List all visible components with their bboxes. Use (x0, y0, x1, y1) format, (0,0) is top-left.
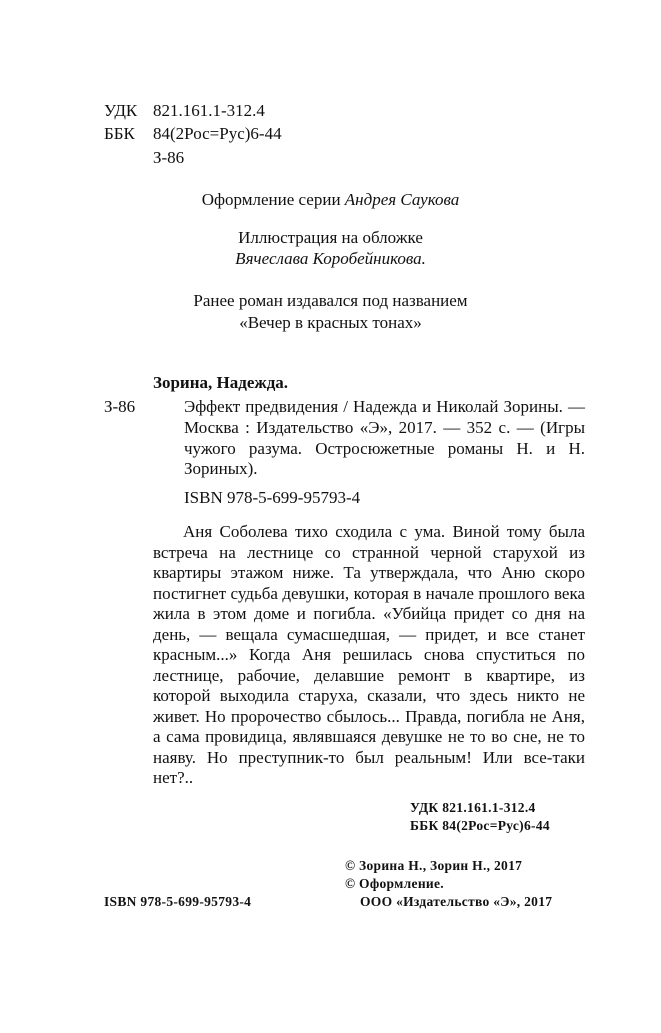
annotation-text: Аня Соболева тихо сходила с ума. Виной тому была встреча на лестнице со странной черной старухой из квартиры этажом ниже. Та утверждала, что Аню скоро постигнет судьба девушки, которая в начале прошлого века жила в этом доме и погибла. «Убийца придет со дня на день, — вещала сумасшедшая, — придет, и все станет красным...» Когда Аня решилась снова спуститься по лестнице, рабочие, делавшие ремонт в квартире, из которой выходила старуха, сказали, что здесь никто не живет. Но пророчество сбылось... Правда, погибла не Аня, а сама провидица, являвшаяся девушке не то во сне, не то наяву. Но преступник-то был реальным! Или все-таки нет?.. (153, 522, 585, 787)
series-design-credit (0, 190, 661, 210)
udk-value: 821.161.1-312.4 (153, 101, 265, 120)
series-design-prefix: Оформление серии (201, 190, 341, 209)
footer-bbk: ББК 84(2Рос=Рус)6-44 (410, 818, 550, 833)
udk-label: УДК (104, 101, 138, 120)
copyright-design: © Оформление. (345, 876, 444, 891)
description-text: Эффект предвидения / Надежда и Николай Зорины. — Москва : Издательство «Э», 2017. — 352 с. — (Игры чужого разума. Остросюжетные романы Н. и Н. Зориных). (184, 397, 585, 479)
footer-udk: УДК 821.161.1-312.4 (410, 800, 536, 815)
bibliographic-description (184, 397, 585, 480)
cover-illustration-label: Иллюстрация на обложке (238, 228, 423, 247)
record-isbn: ISBN 978-5-699-95793-4 (184, 488, 361, 507)
previous-title: «Вечер в красных тонах» (239, 313, 422, 332)
previous-title-note: Ранее роман издавался под названием (193, 291, 468, 310)
cover-illustration-name: Вячеслава Коробейникова. (235, 249, 426, 268)
series-design-name: Андрея Саукова (344, 190, 460, 209)
copyright-publisher: ООО «Издательство «Э», 2017 (360, 894, 553, 909)
annotation (153, 522, 585, 789)
author-heading: Зорина, Надежда. (153, 373, 289, 392)
bbk-value: 84(2Рос=Рус)6-44 (153, 124, 282, 143)
footer-isbn: ISBN 978-5-699-95793-4 (104, 894, 252, 909)
bbk-label: ББК (104, 124, 135, 143)
copyright-authors: © Зорина Н., Зорин Н., 2017 (345, 858, 523, 873)
author-mark: З-86 (104, 397, 136, 416)
author-mark-top: З-86 (153, 148, 185, 167)
